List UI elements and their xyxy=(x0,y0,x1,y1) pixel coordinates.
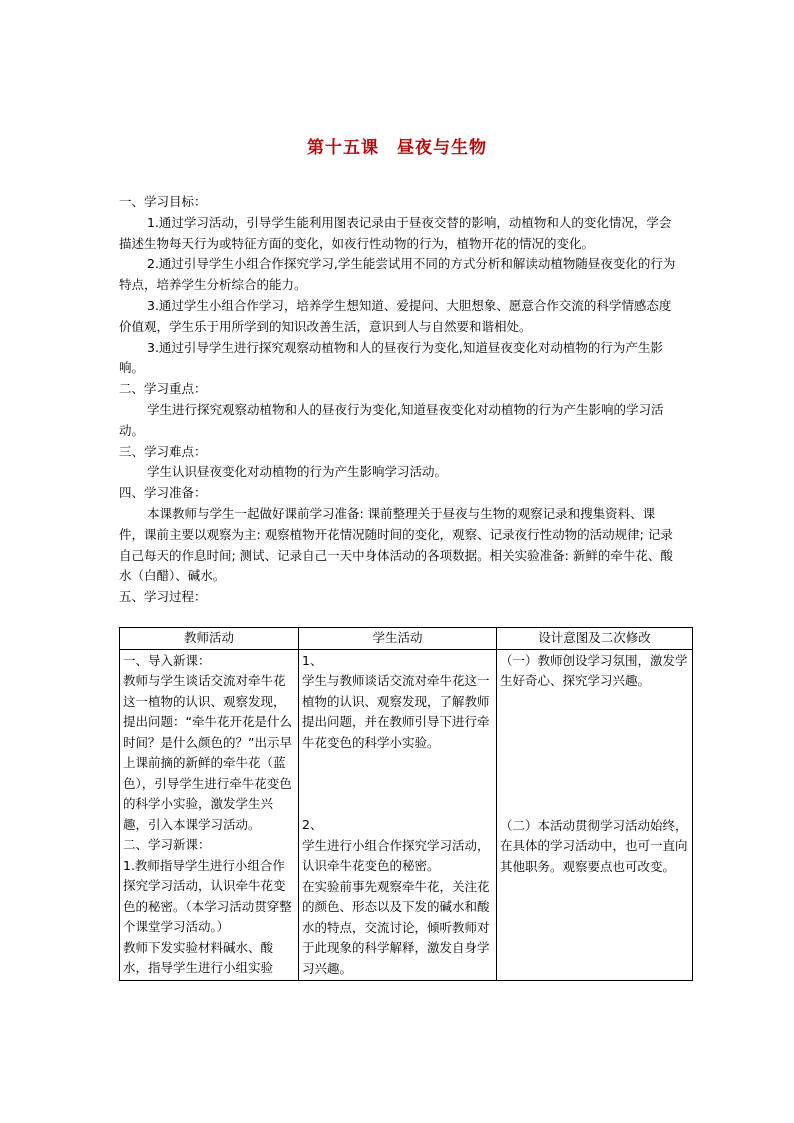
teacher-activity-line: 二、学习新课： xyxy=(123,837,211,852)
objective-item: 3.通过引导学生进行探究观察动植物和人的昼夜行为变化,知道昼夜变化对动植物的行为产生影响。 xyxy=(119,339,663,376)
process-heading: 五、学习过程： xyxy=(119,589,207,605)
preparation-heading: 四、学习准备： xyxy=(119,485,207,501)
difficulties-heading: 三、学习难点： xyxy=(119,443,207,459)
design-intent-line: （二）本活动贯彻学习活动始终，在具体的学习活动中，也可一直向其他职务。观察要点也可改变。 xyxy=(500,817,688,874)
objectives-heading: 一、学习目标： xyxy=(119,194,207,209)
student-activity-line: 1、 xyxy=(302,652,323,668)
student-activity-line: 学生进行小组合作探究学习活动，认识牵牛花变色的秘密。 xyxy=(302,837,490,873)
objective-item: 3.通过学生小组合作学习，培养学生想知道、爱提问、大胆想象、愿意合作交流的科学情感态度价值观，学生乐于用所学到的知识改善生活，意识到人与自然要和谐相处。 xyxy=(119,297,672,334)
design-intent-line: （一）教师创设学习氛围，激发学生好奇心、探究学习兴趣。 xyxy=(500,652,688,688)
key-points-heading: 二、学习重点： xyxy=(119,381,207,397)
table-row xyxy=(120,649,693,981)
column-header-design: 设计意图及二次修改 xyxy=(497,628,693,650)
objective-item: 2.通过引导学生小组合作探究学习,学生能尝试用不同的方式分析和解读动植物随昼夜变化的行为特点，培养学生分析综合的能力。 xyxy=(119,256,676,293)
student-activity-line: 2、 xyxy=(302,817,323,832)
objective-item: 1.通过学习活动，引导学生能利用图表记录由于昼夜交替的影响，动植物和人的变化情况，学会描述生物每天行为或特征方面的变化，如夜行性动物的行为，植物开花的情况的变化。 xyxy=(119,214,672,251)
student-activity-cell xyxy=(299,649,497,981)
difficulties-text: 学生认识昼夜变化对动植物的行为产生影响学习活动。 xyxy=(147,464,448,480)
teacher-activity-line: 一、导入新课： xyxy=(123,652,211,668)
teacher-activity-line: 教师下发实验材料碱水、酸水，指导学生进行小组实验 xyxy=(123,939,274,975)
key-points-text: 学生进行探究观察动植物和人的昼夜行为变化,知道昼夜变化对动植物的行为产生影响的学习活动。 xyxy=(119,401,664,438)
teacher-activity-cell xyxy=(120,649,299,981)
process-table xyxy=(119,627,693,981)
preparation-text: 本课教师与学生一起做好课前学习准备: 课前整理关于昼夜与生物的观察记录和搜集资料、课件，课前主要以观察为主: 观察植物开花情况随时间的变化，观察、记录夜行性动物的活动规律; 记录自己每天的作息时间; 测试、记录自己一天中身体活动的各项数据。相关实验准备: 新鲜的牵牛花、酸水（白醋）、碱水。 xyxy=(119,505,673,584)
teacher-activity-line: 1.教师指导学生进行小组合作探究学习活动，认识牵牛花变色的秘密。（本学习活动贯穿整个课堂学习活动。） xyxy=(123,857,292,934)
student-activity-line: 学生与教师谈话交流对牵牛花这一植物的认识、观察发现，了解教师提出问题，并在教师引导下进行牵牛花变色的科学小实验。 xyxy=(302,673,490,750)
student-activity-line: 在实验前事先观察牵牛花，关注花的颜色、形态以及下发的碱水和酸水的特点，交流讨论，倾听教师对于此现象的科学解释，激发自身学习兴趣。 xyxy=(302,878,490,976)
teacher-activity-line: 教师与学生谈话交流对牵牛花这一植物的认识、观察发现，提出问题：“牵牛花开花是什么时间？是什么颜色的？”出示早上课前摘的新鲜的牵牛花（蓝色），引导学生进行牵牛花变色的科学小实验，激发学生兴趣，引入本课学习活动。 xyxy=(123,673,292,832)
page-title: 第十五课 昼夜与生物 xyxy=(307,138,487,158)
column-header-teacher: 教师活动 xyxy=(120,628,299,650)
column-header-student: 学生活动 xyxy=(299,628,497,650)
design-intent-cell xyxy=(497,649,693,981)
table-header-row xyxy=(120,628,693,650)
document-body xyxy=(119,192,679,608)
